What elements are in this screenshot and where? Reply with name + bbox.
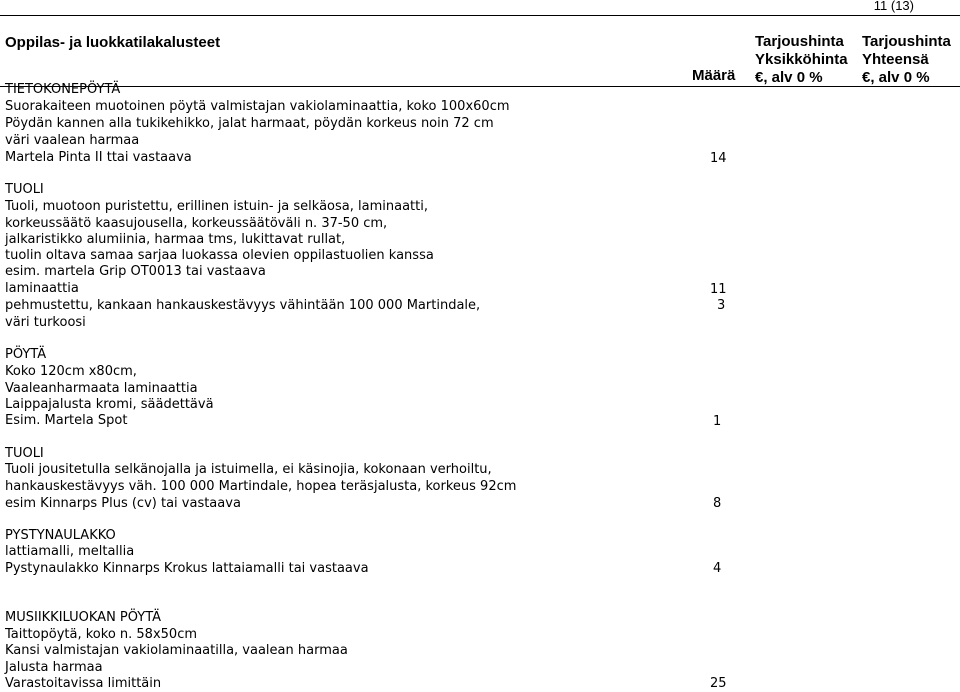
item-line: Martela Pinta II ttai vastaava bbox=[5, 150, 192, 165]
item-line: väri vaalean harmaa bbox=[5, 133, 140, 148]
item-line: jalkaristikko alumiinia, harmaa tms, lukittavat rullat, bbox=[5, 232, 346, 247]
item-line: Suorakaiteen muotoinen pöytä valmistajan vakiolaminaattia, koko 100x60cm bbox=[5, 99, 510, 114]
item-line: TUOLI bbox=[5, 182, 44, 197]
item-line: MUSIIKKILUOKAN PÖYTÄ bbox=[5, 610, 162, 625]
item-line: laminaattia bbox=[5, 281, 79, 296]
item-line: Koko 120cm x80cm, bbox=[5, 364, 137, 379]
item-line: Jalusta harmaa bbox=[5, 660, 103, 675]
item-line: Kansi valmistajan vakiolaminaatilla, vaalean harmaa bbox=[5, 643, 348, 658]
item-quantity: 3 bbox=[717, 298, 726, 313]
item-line: TIETOKONEPÖYTÄ bbox=[5, 82, 121, 97]
item-line: Vaaleanharmaata laminaattia bbox=[5, 381, 198, 396]
item-line: pehmustettu, kankaan hankauskestävyys vähintään 100 000 Martindale, bbox=[5, 298, 481, 313]
item-line: Pöydän kannen alla tukikehikko, jalat harmaat, pöydän korkeus noin 72 cm bbox=[5, 116, 494, 131]
item-line: Esim. Martela Spot bbox=[5, 413, 128, 428]
column-header-unit-price: Tarjoushinta Yksikköhinta €, alv 0 % bbox=[755, 33, 848, 86]
item-line: Laippajalusta kromi, säädettävä bbox=[5, 397, 214, 412]
item-line: Varastoitavissa limittäin bbox=[5, 676, 162, 691]
item-quantity: 4 bbox=[713, 561, 722, 576]
item-quantity: 14 bbox=[710, 151, 727, 166]
item-line: PÖYTÄ bbox=[5, 347, 47, 362]
header-rule bbox=[0, 15, 960, 16]
item-line: TUOLI bbox=[5, 446, 44, 461]
item-line: tuolin oltava samaa sarjaa luokassa olevien oppilastuolien kanssa bbox=[5, 248, 434, 263]
item-quantity: 8 bbox=[713, 496, 722, 511]
item-line: Pystynaulakko Kinnarps Krokus lattaiamalli tai vastaava bbox=[5, 561, 369, 576]
item-line: korkeussäätö kaasujousella, korkeussäätöväli n. 37-50 cm, bbox=[5, 216, 388, 231]
item-line: lattiamalli, meltallia bbox=[5, 544, 135, 559]
item-line: PYSTYNAULAKKO bbox=[5, 528, 116, 543]
item-line: väri turkoosi bbox=[5, 315, 86, 330]
page-number: 11 (13) bbox=[873, 0, 914, 13]
table-header-rule bbox=[0, 86, 960, 87]
item-quantity: 1 bbox=[713, 414, 722, 429]
item-line: hankauskestävyys väh. 100 000 Martindale, hopea teräsjalusta, korkeus 92cm bbox=[5, 479, 517, 494]
item-line: Tuoli, muotoon puristettu, erillinen istuin- ja selkäosa, laminaatti, bbox=[5, 199, 428, 214]
item-quantity: 11 bbox=[710, 282, 727, 297]
item-quantity: 25 bbox=[710, 676, 727, 691]
column-header-quantity: Määrä bbox=[692, 67, 736, 84]
item-line: esim Kinnarps Plus (cv) tai vastaava bbox=[5, 496, 241, 511]
document-title: Oppilas- ja luokkatilakalusteet bbox=[5, 34, 221, 51]
item-line: esim. martela Grip OT0013 tai vastaava bbox=[5, 264, 266, 279]
column-header-total-price: Tarjoushinta Yhteensä €, alv 0 % bbox=[862, 33, 951, 86]
item-line: Taittopöytä, koko n. 58x50cm bbox=[5, 627, 198, 642]
item-line: Tuoli jousitetulla selkänojalla ja istuimella, ei käsinojia, kokonaan verhoiltu, bbox=[5, 462, 492, 477]
